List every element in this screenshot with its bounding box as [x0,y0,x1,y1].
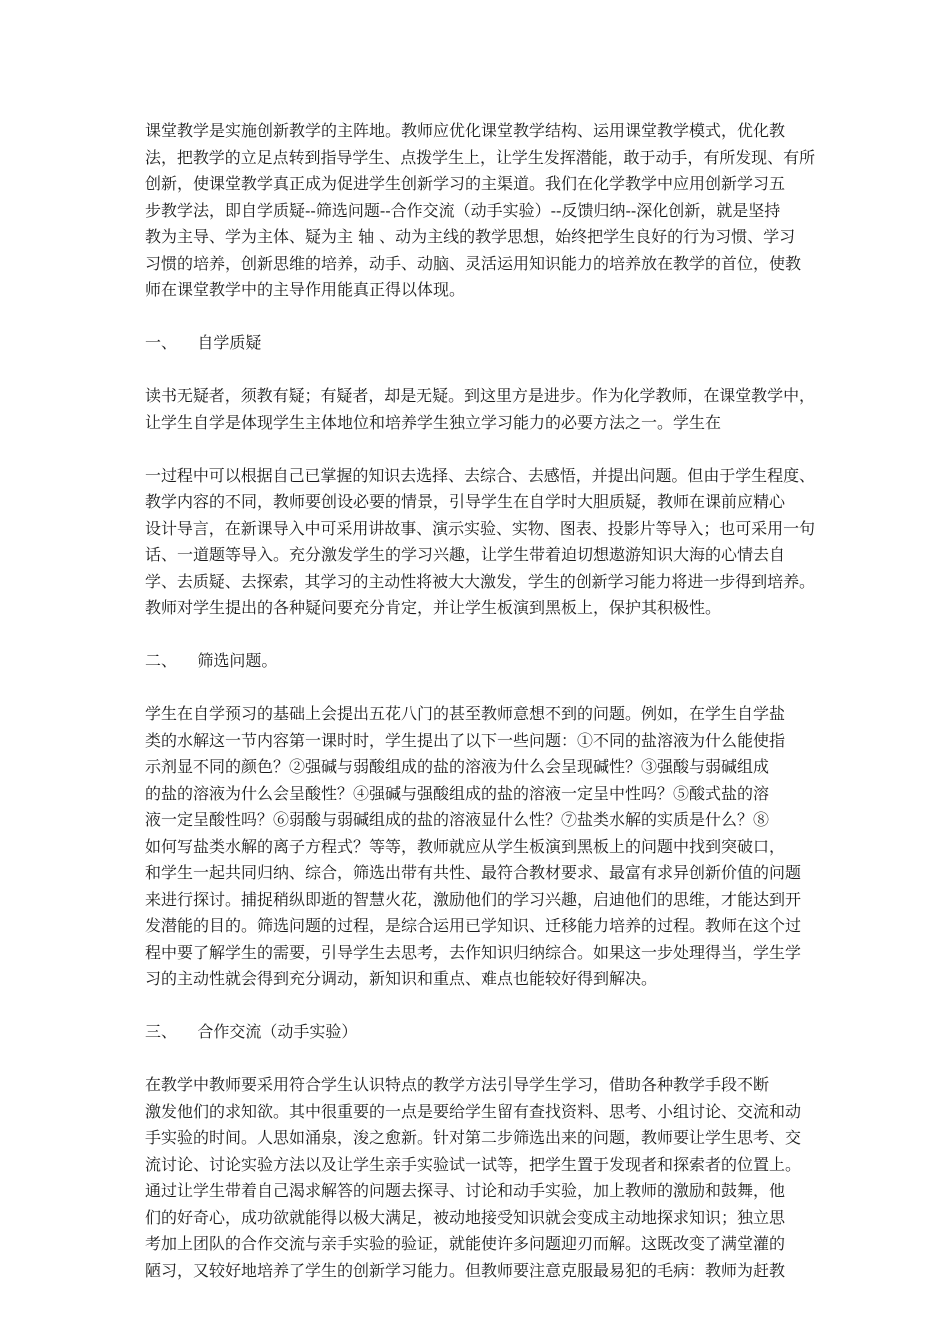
text-line: 液一定呈酸性吗？⑥弱酸与弱碱组成的盐的溶液显什么性？⑦盐类水解的实质是什么？⑧ [145,810,770,829]
text-line: 设计导言，在新课导入中可采用讲故事、演示实验、实物、图表、投影片等导入；也可采用一句 [145,518,815,538]
section-heading: 三、 合作交流（动手实验） [145,1022,358,1041]
text-line: 示剂显不同的颜色？②强碱与弱酸组成的盐的溶液为什么会呈现碱性？③强酸与弱碱组成 [145,757,770,776]
text-line: 学生在自学预习的基础上会提出五花八门的甚至教师意想不到的问题。例如，在学生自学盐 [145,704,786,723]
section1-paragraph-1 [145,383,815,436]
text-line: 教为主导、学为主体、疑为主 轴 、动为主线的教学思想，始终把学生良好的行为习惯、学习 [145,227,796,246]
text-line: 陋习，又较好地培养了学生的创新学习能力。但教师要注意克服最易犯的毛病：教师为赶教 [145,1260,786,1280]
text-line: 学、去质疑、去探索，其学习的主动性将被大大激发，学生的创新学习能力将进一步得到培养。 [145,571,815,591]
paragraph-gap [145,622,815,649]
text-line: 教师对学生提出的各种疑问要充分肯定，并让学生板演到黑板上，保护其积极性。 [145,598,722,617]
text-line: 法，把教学的立足点转到指导学生、点拨学生上，让学生发挥潜能，敢于动手，有所发现、有所 [145,147,815,167]
section-heading: 二、 筛选问题。 [145,651,278,670]
paragraph-gap [145,1046,815,1073]
text-line: 课堂教学是实施创新教学的主阵地。教师应优化课堂教学结构、运用课堂教学模式，优化教 [145,121,786,140]
text-line: 流讨论、讨论实验方法以及让学生亲手实验试一试等，把学生置于发现者和探索者的位置上。 [145,1154,802,1174]
text-line: 手实验的时间。人思如涌泉，浚之愈新。针对第二步筛选出来的问题，教师要让学生思考、交 [145,1128,802,1147]
text-line: 如何写盐类水解的离子方程式？等等，教师就应从学生板演到黑板上的问题中找到突破口， [145,836,786,856]
text-line: 话、一道题等导入。充分激发学生的学习兴趣，让学生带着迫切想遨游知识大海的心情去自 [145,545,786,564]
paragraph-gap [145,436,815,463]
text-line: 读书无疑者，须教有疑；有疑者，却是无疑。到这里方是进步。作为化学教师，在课堂教学中， [145,386,815,405]
paragraph-gap [145,304,815,331]
section-heading: 一、 自学质疑 [145,333,262,352]
document-page [145,118,815,1284]
paragraph-gap [145,675,815,702]
text-line: 教学内容的不同，教师要创设必要的情景，引导学生在自学时大胆质疑，教师在课前应精心 [145,492,786,511]
text-line: 和学生一起共同归纳、综合，筛选出带有共性、最符合教材要求、最富有求异创新价值的问题 [145,863,802,882]
text-line: 让学生自学是体现学生主体地位和培养学生独立学习能力的必要方法之一。学生在 [145,412,722,432]
text-line: 习的主动性就会得到充分调动，新知识和重点、难点也能较好得到解决。 [145,969,658,988]
section3-paragraph [145,1072,815,1284]
text-line: 发潜能的目的。筛选问题的过程，是综合运用已学知识、迁移能力培养的过程。教师在这个过 [145,916,802,935]
section2-paragraph [145,701,815,993]
text-line: 们的好奇心，成功欲就能得以极大满足，被动地接受知识就会变成主动地探求知识；独立思 [145,1207,786,1227]
text-line: 一过程中可以根据自己已掌握的知识去选择、去综合、去感悟，并提出问题。但由于学生程度、 [145,465,815,485]
section1-paragraph-2 [145,463,815,622]
text-line: 类的水解这一节内容第一课时时，学生提出了以下一些问题：①不同的盐溶液为什么能使指 [145,730,786,750]
paragraph-gap [145,993,815,1020]
intro-paragraph [145,118,815,304]
text-line: 创新，使课堂教学真正成为促进学生创新学习的主渠道。我们在化学教学中应用创新学习五 [145,174,786,193]
text-line: 师在课堂教学中的主导作用能真正得以体现。 [145,280,466,299]
text-line: 通过让学生带着自己渴求解答的问题去探寻、讨论和动手实验，加上教师的激励和鼓舞，他 [145,1181,786,1200]
text-line: 激发他们的求知欲。其中很重要的一点是要给学生留有查找资料、思考、小组讨论、交流和动 [145,1101,802,1121]
text-line: 来进行探讨。捕捉稍纵即逝的智慧火花，激励他们的学习兴趣，启迪他们的思维，才能达到开 [145,889,802,909]
text-line: 的盐的溶液为什么会呈酸性？④强碱与强酸组成的盐的溶液一定呈中性吗？⑤酸式盐的溶 [145,783,770,803]
text-line: 习惯的培养，创新思维的培养，动手、动脑、灵活运用知识能力的培养放在教学的首位，使教 [145,253,802,273]
text-line: 步教学法，即自学质疑--筛选问题--合作交流（动手实验）--反馈归纳--深化创新，就是坚持 [145,200,781,220]
paragraph-gap [145,357,815,384]
text-line: 程中要了解学生的需要，引导学生去思考，去作知识归纳综合。如果这一步处理得当，学生学 [145,942,802,962]
text-line: 考加上团队的合作交流与亲手实验的验证，就能使许多问题迎刃而解。这既改变了满堂灌的 [145,1234,786,1253]
text-line: 在教学中教师要采用符合学生认识特点的教学方法引导学生学习，借助各种教学手段不断 [145,1075,770,1094]
